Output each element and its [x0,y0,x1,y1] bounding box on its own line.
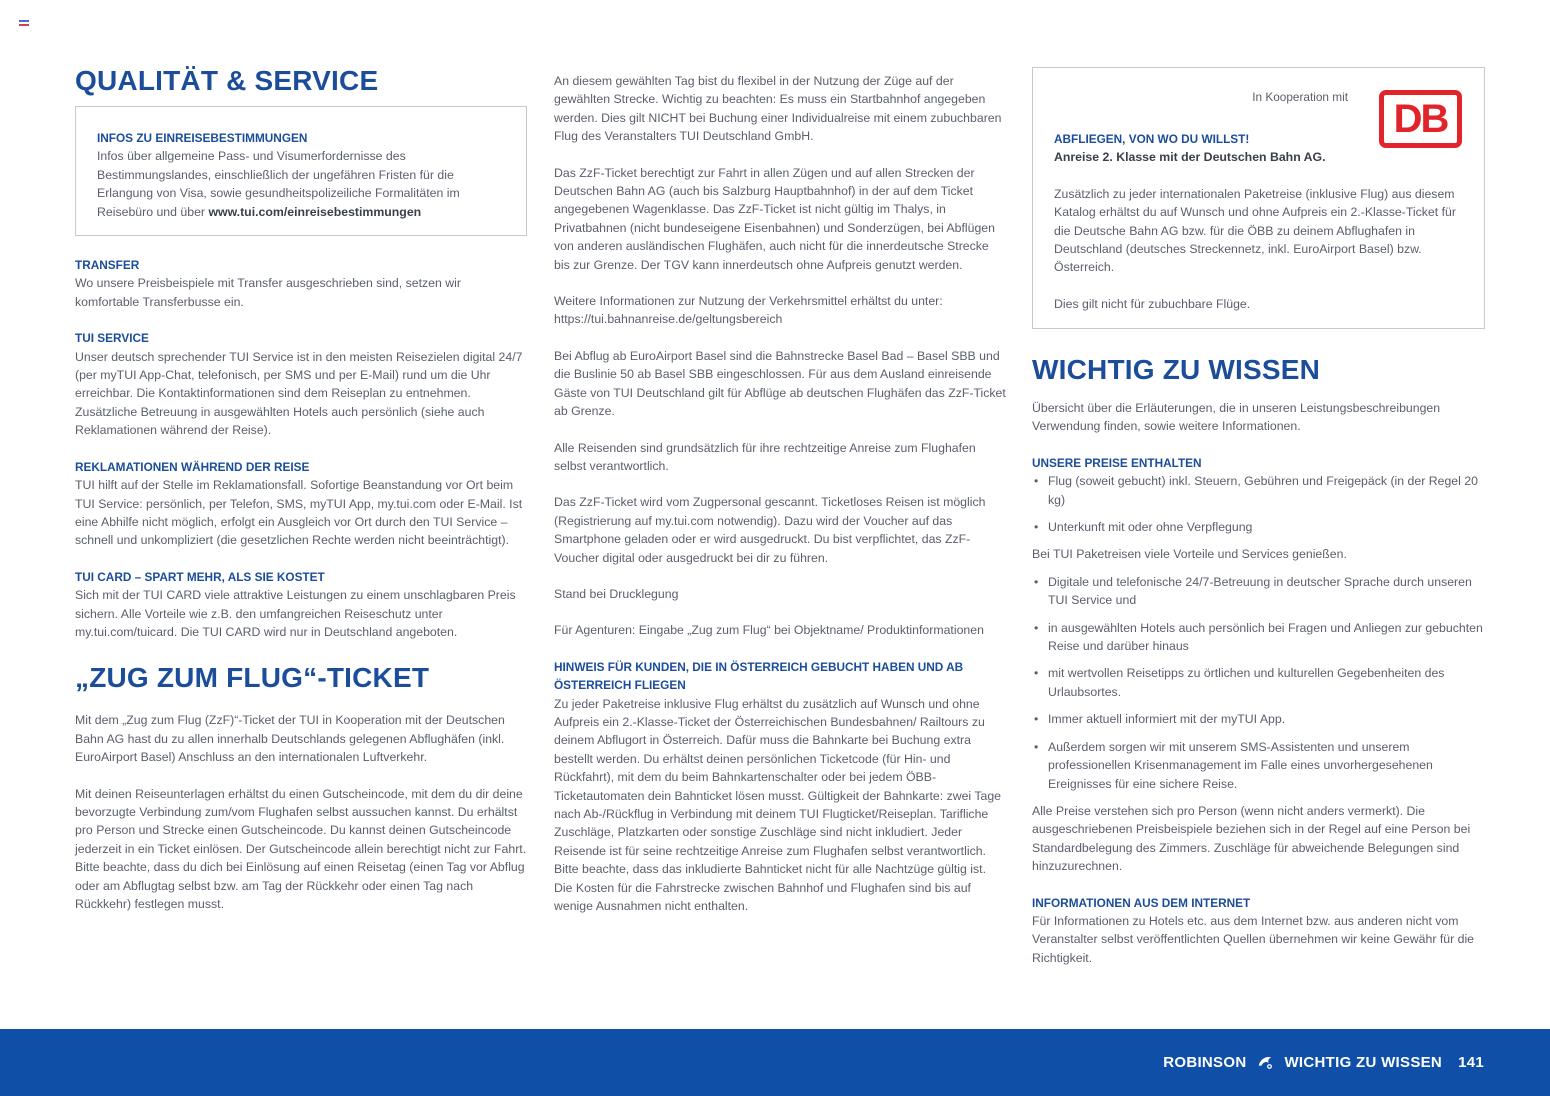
footer-brand: ROBINSON [1163,1053,1247,1071]
infobox-einreise [75,106,527,236]
section-tui-card [75,568,527,642]
page-footer [0,1029,1550,1096]
column-right [1032,67,1485,967]
section-text: Sich mit der TUI CARD viele attraktive Leistungen zu einem unschlagbaren Preis sichern. Alle Vorteile wie z.B. den umfangreichen Reiseschutz unter my.tui.com/tuicard. Die TUI CARD wird nur in Deutschland angeboten. [75,588,516,639]
zug-paragraph-1: Mit dem „Zug zum Flug (ZzF)“-Ticket der TUI in Kooperation mit der Deutschen Bahn AG hast du zu allen innerhalb Deutschlands gelegenen Abflughäfen (inkl. EuroAirport Basel) Anschluss an den internationalen Luftverkehr. [75,713,505,765]
section-heading: TUI CARD – SPART MEHR, ALS SIE KOSTET [75,569,325,584]
preise-note: Alle Preise verstehen sich pro Person (wenn nicht anders vermerkt). Die ausgeschriebenen Preisbeispiele beziehen sich in der Regel auf eine Person bei Standardbelegung des Zimmers. Zuschläge für abweichende Belegungen sind hinzuzurechnen. [1032,803,1471,874]
column-middle [554,72,1006,915]
section-transfer [75,256,527,311]
page-corner-mark [19,20,29,28]
section-heading: REKLAMATIONEN WÄHREND DER REISE [75,459,310,474]
paragraph: An diesem gewählten Tag bist du flexibel in der Nutzung der Züge auf der gewählten Strecke. Wichtig zu beachten: Es muss ein Startbahnhof angegeben werden. Dies gilt NICHT bei Buchung einer Individualreise mit einem zubuchbaren Flug des Veranstalters TUI Deutschland GmbH. [554,74,1002,144]
footer-section: WICHTIG ZU WISSEN [1284,1053,1443,1071]
page-number: 141 [1458,1053,1484,1071]
preise-heading: UNSERE PREISE ENTHALTEN [1032,455,1202,470]
db-subheading: Anreise 2. Klasse mit der Deutschen Bahn AG. [1054,150,1326,165]
paragraph: Das ZzF-Ticket berechtigt zur Fahrt in allen Zügen und auf allen Strecken der Deutschen Bahn AG (auch bis Salzburg Hauptbahnhof) in der auf dem Ticket angegebenen Wagenklasse. Das ZzF-Ticket ist nicht gültig im Thalys, in Privatbahnen (nicht bundeseigene Eisenbahnen) und Sonderzügen, bei Abflügen von anderen ausländischen Flughäfen, auch nicht für die innerdeutsche Strecke bis zur Grenze. Der TGV kann innerdeutsch ohne Aufpreis genutzt werden. [554,165,995,272]
footer-running-head [1163,1053,1484,1071]
intro-text: Übersicht über die Erläuterungen, die in unseren Leistungsbeschreibungen Verwendung finden, sowie weitere Informationen. [1032,401,1441,434]
paragraph: Alle Reisenden sind grundsätzlich für ihre rechtzeitige Anreise zum Flughafen selbst verantwortlich. [554,440,976,473]
section-heading: TRANSFER [75,258,140,273]
list-item: • in ausgewählten Hotels auch persönlich bei Fragen und Anliegen zur gebuchten Reise und darüber hinaus [1032,619,1485,656]
db-cooperation-box [1032,67,1485,329]
preise-list [1032,472,1485,536]
infobox-text: Infos über allgemeine Pass- und Visumerfordernisse des Bestimmungslandes, einschließlich der ungefähren Fristen für die Erlangung von Visa, sowie gesundheitspolizeiliche Formalitäten im Reisebüro und über www.tui.com/einreisebestimmungen [97,149,460,219]
hinweis-oesterreich-text: Zu jeder Paketreise inklusive Flug erhältst du zusätzlich auf Wunsch und ohne Aufpreis ein 2.-Klasse-Ticket der Österreichischen Bundesbahnen/ Railtours zu deinem Abflugort in Österreich. Dafür muss die Bahnkarte bei Buchung extra bestellt werden. Du erhältst deinen persönlichen Ticketcode (für Hin- und Rückfahrt), mit dem du beim Bahnkartenschalter oder bei jedem ÖBB-Ticketautomaten dein Bahnticket lösen musst. Gültigkeit der Bahnkarte: zwei Tage nach Ab-/Rückflug in Verbindung mit deinem TUI Flugticket/Reiseplan. Tarifliche Zuschläge, Platzkarten oder sonstige Zuschläge sind nicht inkludiert. Jeder Reisende ist für seine rechtzeitige Anreise zum Flughafen selbst verantwortlich. Bitte beachte, dass das inkludierte Bahnticket nicht für alle Nachtzüge gültig ist. Die Kosten für die Fahrstrecke zwischen Bahnhof und Flughafen sind bis auf wenige Ausnahmen nicht enthalten. [554,696,1002,914]
zug-paragraph-2: Mit deinen Reiseunterlagen erhältst du einen Gutscheincode, mit dem du dir deine bevorzugte Verbindung zum/vom Flughafen selbst aussuchen kannst. Du erhältst pro Person und Strecke einen Gutscheincode. Du kannst deinen Gutscheincode jederzeit in ein Ticket einlösen. Der Gutscheincode allein berechtigt nicht zur Fahrt. Bitte beachte, dass du dich bei Einlösung auf einen Reisetag (einen Tag vor Abflug oder am Abflugtag selbst bzw. am Tag der Rückkehr oder einen Tag nach Rückkehr) festlegen musst. [75,786,527,911]
title-wichtig-zu-wissen: WICHTIG ZU WISSEN [1032,354,1321,385]
section-text: TUI hilft auf der Stelle im Reklamationsfall. Sofortige Beanstandung vor Ort beim TUI Service: persönlich, per Telefon, SMS, myTUI App, my.tui.com oder E-Mail. Ist eine Abhilfe nicht möglich, erfolgt ein Ausgleich vor Ort durch den TUI Service – schnell und unkompliziert (die gesetzlichen Rechte werden nicht beeinträchtigt). [75,478,523,548]
list-item: • Flug (soweit gebucht) inkl. Steuern, Gebühren und Freigepäck (in der Regel 20 kg) [1032,472,1485,509]
section-reklamationen [75,458,527,550]
list-item: • Außerdem sorgen wir mit unserem SMS-Assistenten und unserem professionellen Krisenmanagement im Falle eines unvorhergesehenen Ereignisses für eine sichere Reise. [1032,738,1485,793]
paragraph: Das ZzF-Ticket wird vom Zugpersonal gescannt. Ticketloses Reisen ist möglich (Registrierung auf my.tui.com notwendig). Dazu wird der Voucher auf das Smartphone geladen oder er wird ausgedruckt. Du bist verpflichtet, das ZzF-Voucher digital oder ausgedruckt bei dir zu führen. [554,495,986,565]
vorteile-list [1032,573,1485,793]
internet-text: Für Informationen zu Hotels etc. aus dem Internet bzw. aus anderen nicht vom Veranstalter selbst veröffentlichten Quellen übernehmen wir keine Gewähr für die Richtigkeit. [1032,913,1475,965]
db-text-block [1054,130,1464,313]
section-tui-service [75,329,527,439]
robinson-dolphin-icon [1256,1053,1274,1071]
db-logo-text: DB [1393,97,1448,141]
db-text: Zusätzlich zu jeder internationalen Paketreise (inklusive Flug) aus diesem Katalog erhältst du auf Wunsch und ohne Aufpreis ein 2.-Klasse-Ticket für die Deutsche Bahn AG bzw. für die ÖBB zu deinem Abflughafen in Deutschland (deutsches Streckennetz, inkl. EuroAirport Basel) bzw. Österreich. [1054,186,1456,275]
section-text: Wo unsere Preisbeispiele mit Transfer ausgeschrieben sind, setzen wir komfortable Transferbusse ein. [75,276,461,309]
db-logo [1379,90,1462,148]
internet-heading: INFORMATIONEN AUS DEM INTERNET [1032,895,1251,910]
title-zug-zum-flug: „ZUG ZUM FLUG“-TICKET [75,662,430,694]
list-item: • Unterkunft mit oder ohne Verpflegung [1032,518,1485,536]
vorteile-intro: Bei TUI Paketreisen viele Vorteile und Services genießen. [1032,547,1347,562]
agenturen-hinweis: Für Agenturen: Eingabe „Zug zum Flug“ bei Objektname/ Produktinformationen [554,623,984,638]
section-text: Unser deutsch sprechender TUI Service ist in den meisten Reisezielen digital 24/7 (per myTUI App-Chat, telefonisch, per SMS und per E-Mail) rund um die Uhr erreichbar. Die Kontaktinformationen sind dem Reiseplan zu entnehmen. Zusätzliche Betreuung in ausgewählten Hotels auch persönlich (siehe auch Reklamationen während der Reise). [75,349,523,438]
list-item: • Digitale und telefonische 24/7-Betreuung in deutscher Sprache durch unseren TUI Service und [1032,573,1485,610]
infobox-heading: INFOS ZU EINREISEBESTIMMUNGEN [97,131,308,145]
cooperation-label: In Kooperation mit [1252,90,1348,104]
list-item: • mit wertvollen Reisetipps zu örtlichen und kulturellen Gegebenheiten des Urlaubsortes. [1032,664,1485,701]
paragraph: Weitere Informationen zur Nutzung der Verkehrsmittel erhältst du unter: https://tui.bahnanreise.de/geltungsbereich [554,294,943,327]
stand-drucklegung: Stand bei Drucklegung [554,586,679,601]
title-qualitaet-service: QUALITÄT & SERVICE [75,65,379,96]
db-heading: ABFLIEGEN, VON WO DU WILLST! [1054,132,1250,146]
paragraph: Bei Abflug ab EuroAirport Basel sind die Bahnstrecke Basel Bad – Basel SBB und die Buslinie 50 ab Basel SBB eingeschlossen. Für aus dem Ausland einreisende Gäste von TUI Deutschland gilt für Abflüge ab deutschen Flughäfen das ZzF-Ticket ab Grenze. [554,348,1006,419]
section-heading: TUI SERVICE [75,331,149,346]
list-item: • Immer aktuell informiert mit der myTUI App. [1032,710,1485,728]
hinweis-oesterreich-heading: HINWEIS FÜR KUNDEN, DIE IN ÖSTERREICH GEBUCHT HABEN UND AB ÖSTERREICH FLIEGEN [554,659,964,693]
db-note: Dies gilt nicht für zubuchbare Flüge. [1054,296,1251,311]
column-left [75,64,527,913]
einreise-link[interactable]: www.tui.com/einreisebestimmungen [208,204,422,219]
